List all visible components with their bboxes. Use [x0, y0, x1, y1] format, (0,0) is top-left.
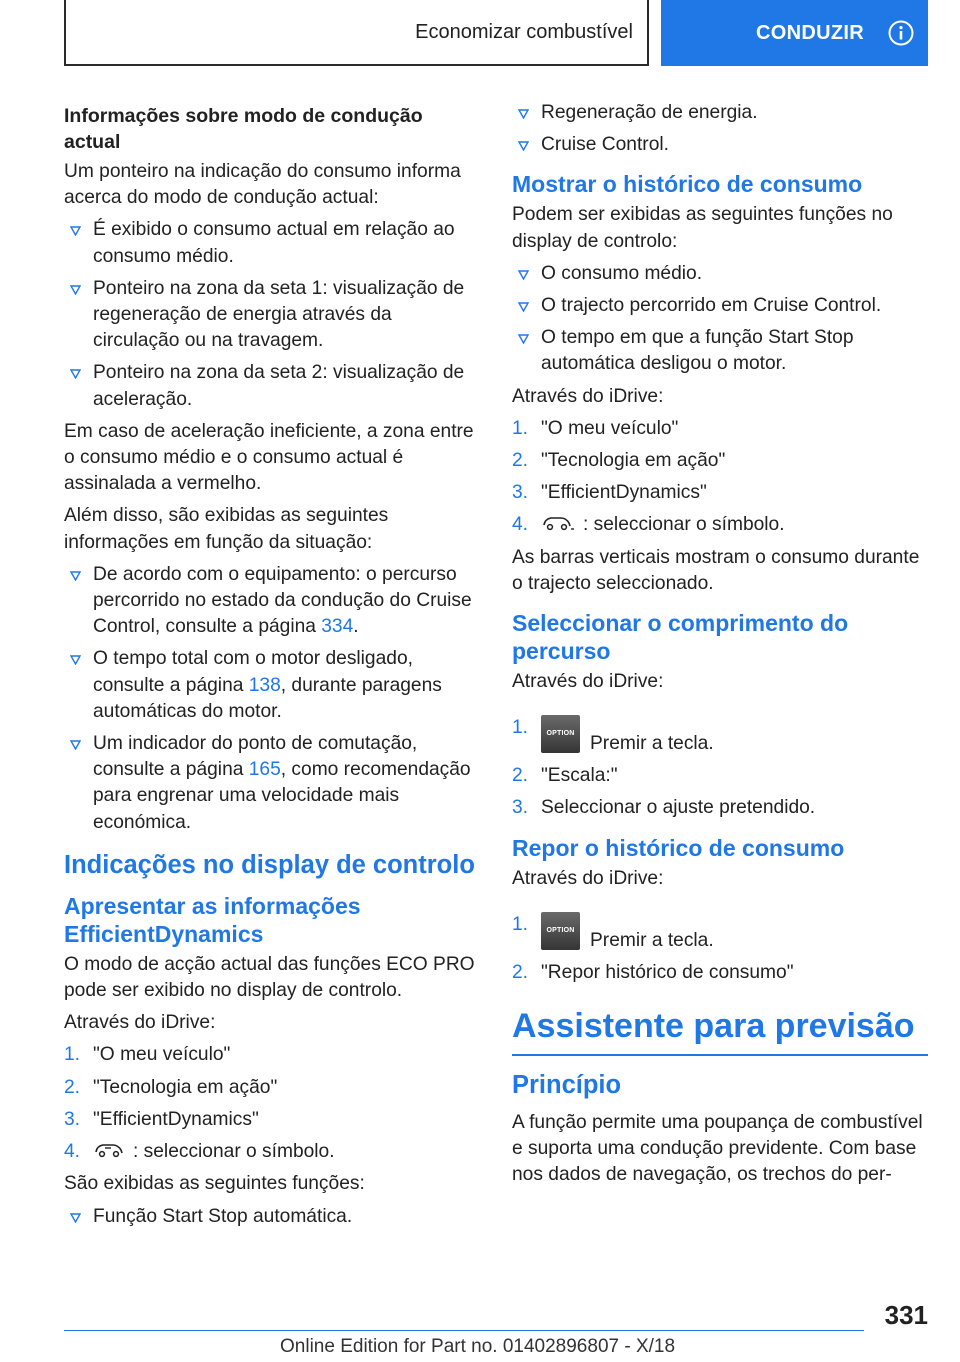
triangle-bullet-icon — [70, 655, 81, 665]
list-item — [512, 100, 930, 126]
step-number: 1. — [64, 1044, 81, 1066]
step-text: "O meu veículo" — [93, 1044, 231, 1066]
list-item-text-end: , durante paragens automáticas do motor. — [93, 674, 442, 722]
step-item — [512, 512, 930, 538]
step-text: Premir a tecla. — [590, 733, 714, 755]
list-item — [64, 276, 482, 355]
step-item — [512, 763, 930, 789]
heading-principle: Princípio — [512, 1071, 622, 1100]
triangle-bullet-icon — [70, 226, 81, 236]
step-list — [512, 701, 930, 821]
list-item-text: O trajecto percorrido em Cruise Control. — [541, 295, 882, 317]
step-item — [512, 701, 930, 757]
list-item — [64, 1204, 482, 1230]
list-item — [512, 261, 930, 287]
step-number: 2. — [512, 961, 529, 983]
step-item — [512, 480, 930, 506]
list-item — [512, 325, 930, 377]
step-item — [64, 1075, 482, 1101]
heading-forecast-assistant: Assistente para previsão — [512, 1006, 928, 1056]
list-item-text: O tempo total com o motor desligado, consulte a página — [93, 648, 413, 696]
step-item — [512, 795, 930, 821]
step-item — [64, 1042, 482, 1068]
list-item — [64, 731, 482, 836]
page-header — [64, 0, 928, 66]
paragraph-idrive: Através do iDrive: — [512, 671, 664, 693]
step-text: : seleccionar o símbolo. — [583, 514, 785, 536]
step-number: 1. — [512, 417, 529, 439]
step-item — [64, 1107, 482, 1133]
step-text: Seleccionar o ajuste pretendido. — [541, 797, 816, 819]
list-item — [64, 646, 482, 725]
triangle-bullet-icon — [518, 109, 529, 119]
step-number: 2. — [512, 765, 529, 787]
triangle-bullet-icon — [70, 740, 81, 750]
efficientdynamics-symbol-icon — [93, 1141, 125, 1159]
paragraph-idrive: Através do iDrive: — [64, 1012, 216, 1034]
heading-route-length: Seleccionar o comprimento do percurso — [512, 610, 849, 665]
section-title: Economizar combustível — [415, 20, 633, 43]
paragraph-principle: A função permite uma poupança de combustível e suporta uma condução previdente. Com base nos dados de navegação, os trechos do per- — [512, 1112, 923, 1186]
triangle-bullet-icon — [518, 302, 529, 312]
list-item-text: O tempo em que a função Start Stop automática desligou o motor. — [541, 327, 854, 375]
section-tab[interactable] — [64, 0, 649, 66]
paragraph-functions: São exibidas as seguintes funções: — [64, 1173, 365, 1195]
step-text: "EfficientDynamics" — [541, 482, 707, 504]
step-text: Premir a tecla. — [590, 929, 714, 951]
step-text: "Repor histórico de consumo" — [541, 961, 794, 983]
list-item-text: De acordo com o equipamento: o percurso percorrido no estado da condução do Cruise Control, consulte a página — [93, 563, 472, 638]
step-text: "Escala:" — [541, 765, 618, 787]
heading-show-efficientdynamics: Apresentar as informações EfficientDynamics — [64, 892, 361, 947]
list-item-text: Regeneração de energia. — [541, 102, 758, 123]
bullet-list-functions — [64, 1204, 482, 1230]
heading-driving-mode: Informações sobre modo de condução actual — [64, 105, 423, 153]
list-item — [512, 293, 930, 319]
triangle-bullet-icon — [70, 285, 81, 295]
step-text: "Tecnologia em ação" — [541, 450, 726, 472]
step-text: : seleccionar o símbolo. — [133, 1141, 335, 1163]
step-item — [512, 416, 930, 442]
list-item-text-end: . — [353, 616, 359, 638]
step-item — [512, 448, 930, 474]
triangle-bullet-icon — [70, 369, 81, 379]
paragraph-inefficient: Em caso de aceleração ineficiente, a zona entre o consumo médio e o consumo actual é assinalada a vermelho. — [64, 420, 474, 495]
list-item — [512, 132, 930, 158]
paragraph-idrive: Através do iDrive: — [512, 867, 664, 889]
triangle-bullet-icon — [70, 571, 81, 581]
step-item — [512, 960, 930, 986]
left-column — [64, 100, 482, 1236]
list-item-text: Ponteiro na zona da seta 2: visualização de aceleração. — [93, 362, 465, 410]
list-item-text: O consumo médio. — [541, 262, 703, 284]
footer-edition: Online Edition for Part no. 01402896807 - X/18 — [280, 1336, 676, 1357]
triangle-bullet-icon — [518, 270, 529, 280]
bullet-list-functions-cont — [512, 100, 930, 158]
list-item-text: Função Start Stop automática. — [93, 1205, 353, 1227]
list-item-text: Um indicador do ponto de comutação, consulte a página — [93, 733, 418, 781]
step-list — [64, 1042, 482, 1165]
info-icon[interactable] — [888, 20, 914, 46]
page-link[interactable]: 165 — [248, 759, 281, 781]
step-text: "Tecnologia em ação" — [93, 1076, 278, 1098]
chapter-tab[interactable] — [661, 0, 928, 66]
step-number: 3. — [512, 797, 529, 819]
step-number: 4. — [512, 514, 529, 536]
paragraph-pointer: Um ponteiro na indicação do consumo informa acerca do modo de condução actual: — [64, 161, 461, 209]
heading-display-indications: Indicações no display de controlo — [64, 850, 475, 879]
step-list — [512, 898, 930, 986]
list-item-text-end: , como recomendação para engrenar uma velocidade mais económica. — [93, 759, 471, 833]
list-item — [64, 360, 482, 412]
step-number: 3. — [64, 1108, 81, 1130]
step-number: 1. — [512, 913, 529, 935]
paragraph-idrive: Através do iDrive: — [512, 385, 664, 407]
paragraph-bars: As barras verticais mostram o consumo durante o trajecto seleccionado. — [512, 546, 920, 594]
list-item-text: É exibido o consumo actual em relação ao consumo médio. — [93, 219, 455, 267]
heading-consumption-history: Mostrar o histórico de consumo — [512, 171, 863, 198]
paragraph-also: Além disso, são exibidas as seguintes informações em função da situação: — [64, 505, 389, 553]
step-text: "O meu veículo" — [541, 417, 679, 439]
bullet-list-history — [512, 261, 930, 378]
page-link[interactable]: 138 — [248, 674, 281, 696]
page-number: 331 — [884, 1300, 928, 1330]
step-number: 1. — [512, 717, 529, 739]
chapter-title: CONDUZIR — [756, 21, 864, 44]
triangle-bullet-icon — [518, 141, 529, 151]
paragraph-eco-pro: O modo de acção actual das funções ECO PRO pode ser exibido no display de controlo. — [64, 953, 475, 1002]
triangle-bullet-icon — [518, 334, 529, 344]
step-number: 3. — [512, 482, 529, 504]
list-item-text: Cruise Control. — [541, 134, 669, 156]
footer-divider — [64, 1330, 864, 1331]
step-list — [512, 416, 930, 539]
step-number: 2. — [512, 450, 529, 472]
right-column — [512, 100, 930, 1195]
step-item — [512, 898, 930, 954]
list-item — [64, 562, 482, 641]
list-item-text: Ponteiro na zona da seta 1: visualização de regeneração de energia através da circulação ou na travagem. — [93, 277, 465, 352]
option-button[interactable]: OPTION — [541, 912, 580, 950]
step-number: 4. — [64, 1141, 81, 1163]
bullet-list-situation — [64, 562, 482, 836]
consumption-history-symbol-icon — [541, 514, 575, 532]
step-item — [64, 1139, 482, 1165]
heading-reset-history: Repor o histórico de consumo — [512, 834, 845, 861]
page-link[interactable]: 334 — [321, 616, 354, 638]
paragraph-functions-display: Podem ser exibidas as seguintes funções no display de controlo: — [512, 204, 893, 252]
list-item — [64, 217, 482, 269]
step-number: 2. — [64, 1076, 81, 1098]
option-button[interactable]: OPTION — [541, 715, 580, 753]
triangle-bullet-icon — [70, 1213, 81, 1223]
step-text: "EfficientDynamics" — [93, 1108, 259, 1130]
bullet-list-mode — [64, 217, 482, 412]
